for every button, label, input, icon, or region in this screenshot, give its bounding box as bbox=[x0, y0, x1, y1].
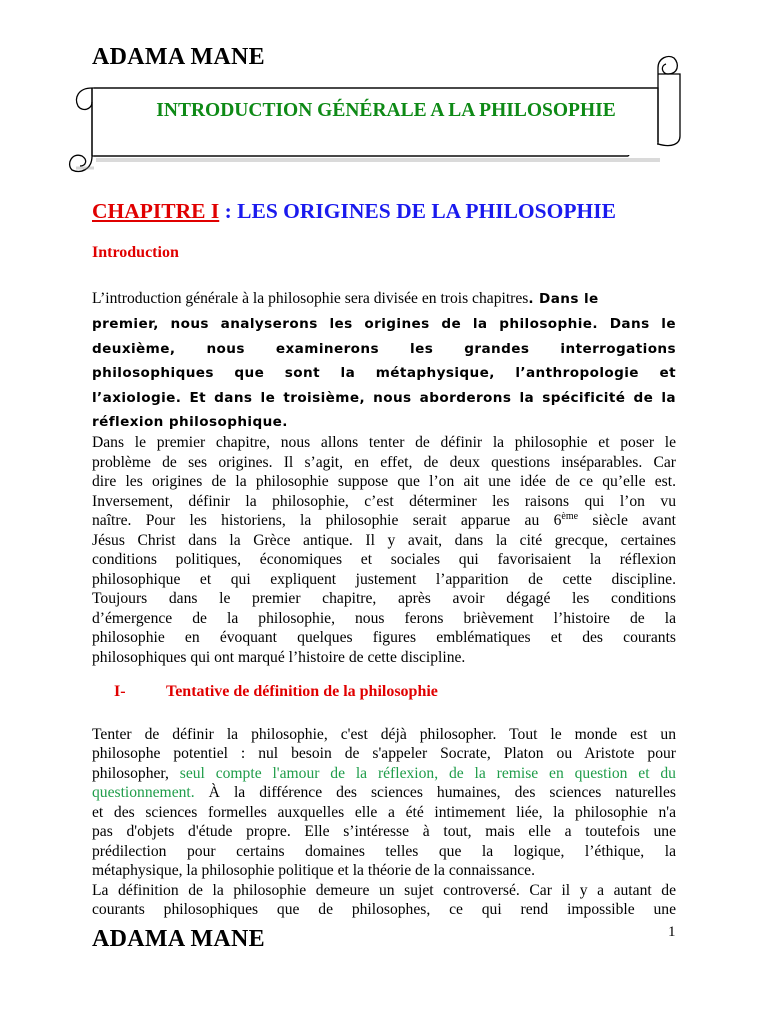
para3-line: philosophe potentiel : nul besoin de s'appeler Socrate, Platon ou Aristote pour bbox=[92, 745, 676, 762]
para1-line: philosophiques que sont la métaphysique, l’anthropologie et bbox=[92, 365, 676, 381]
page-number: 1 bbox=[668, 924, 676, 940]
para2-line: Inversement, définir la philosophie, c’est déterminer les raisons qui l’on vu bbox=[92, 493, 676, 510]
para3-line: pas d'objets d'étude propre. Elle s’intéresse à tout, mais elle a toutefois une bbox=[92, 823, 676, 840]
para2-line: problème de ses origines. Il s’agit, en effet, de deux questions inséparables. Car bbox=[92, 454, 676, 471]
highlighted-text: seul compte l'amour de la réflexion, de la remise en question et du bbox=[179, 765, 676, 782]
chapter-separator: : bbox=[219, 199, 238, 223]
para1-line: L’introduction générale à la philosophie sera divisée en trois chapitres. Dans le bbox=[92, 290, 599, 307]
chapter-label: CHAPITRE I bbox=[92, 199, 220, 223]
para2-line: philosophique et qui expliquent justement l’apparition de cette discipline. bbox=[92, 571, 676, 588]
chapter-heading bbox=[92, 199, 616, 224]
para3-line: et des sciences formelles auxquelles elle a été intimement liée, la philosophie n'a bbox=[92, 804, 676, 821]
para2-line: philosophiques qui ont marqué l’histoire de cette discipline. bbox=[92, 649, 466, 666]
para1-line: l’axiologie. Et dans le troisième, nous aborderons la spécificité de la bbox=[92, 390, 676, 406]
para1-line: premier, nous analyserons les origines de la philosophie. Dans le bbox=[92, 316, 676, 332]
chapter-title: LES ORIGINES DE LA PHILOSOPHIE bbox=[237, 199, 616, 223]
banner-title: INTRODUCTION GÉNÉRALE A LA PHILOSOPHIE bbox=[156, 100, 616, 121]
section-title: Tentative de définition de la philosophie bbox=[166, 683, 438, 700]
para2-line: Dans le premier chapitre, nous allons tenter de définir la philosophie et poser le bbox=[92, 434, 676, 451]
para3-line: métaphysique, la philosophie politique et la théorie de la connaissance. bbox=[92, 862, 535, 879]
para3-line: La définition de la philosophie demeure un sujet controversé. Car il y a autant de bbox=[92, 882, 676, 899]
section-heading bbox=[114, 683, 438, 701]
para3-line: Tenter de définir la philosophie, c'est déjà philosopher. Tout le monde est un bbox=[92, 726, 676, 743]
footer-author: ADAMA MANE bbox=[92, 926, 265, 952]
para3-line: courants philosophiques que de philosophes, ce qui rend impossible une bbox=[92, 901, 676, 918]
para1-line: deuxième, nous examinerons les grandes interrogations bbox=[92, 341, 676, 357]
para2-line: dire les origines de la philosophie suppose que l’on ait une idée de ce qu’elle est. bbox=[92, 473, 676, 490]
section-number: I- bbox=[114, 683, 126, 700]
para2-line: naître. Pour les historiens, la philosophie serait apparue au 6ème siècle avant bbox=[92, 511, 676, 529]
para3-line: philosopher, seul compte l'amour de la réflexion, de la remise en question et du bbox=[92, 765, 676, 782]
para1-line: réflexion philosophique. bbox=[92, 414, 288, 430]
para2-line: philosophie en évoquant quelques figures emblématiques et des courants bbox=[92, 629, 676, 646]
para2-line: Toujours dans le premier chapitre, après avoir dégagé les conditions bbox=[92, 590, 676, 607]
para2-line: Jésus Christ dans la Grèce antique. Il y avait, dans la cité grecque, certaines bbox=[92, 532, 676, 549]
introduction-heading: Introduction bbox=[92, 244, 179, 261]
para3-line: prédilection pour certains domaines telles que la logique, l’éthique, la bbox=[92, 843, 676, 860]
para2-line: conditions politiques, économiques et sociales qui favorisaient la réflexion bbox=[92, 551, 676, 568]
para2-line: d’émergence de la philosophie, nous ferons brièvement l’histoire de la bbox=[92, 610, 676, 627]
highlighted-text: questionnement. bbox=[92, 784, 195, 801]
header-author: ADAMA MANE bbox=[92, 44, 265, 70]
para3-line: questionnement. À la différence des sciences humaines, des sciences naturelles bbox=[92, 784, 676, 801]
